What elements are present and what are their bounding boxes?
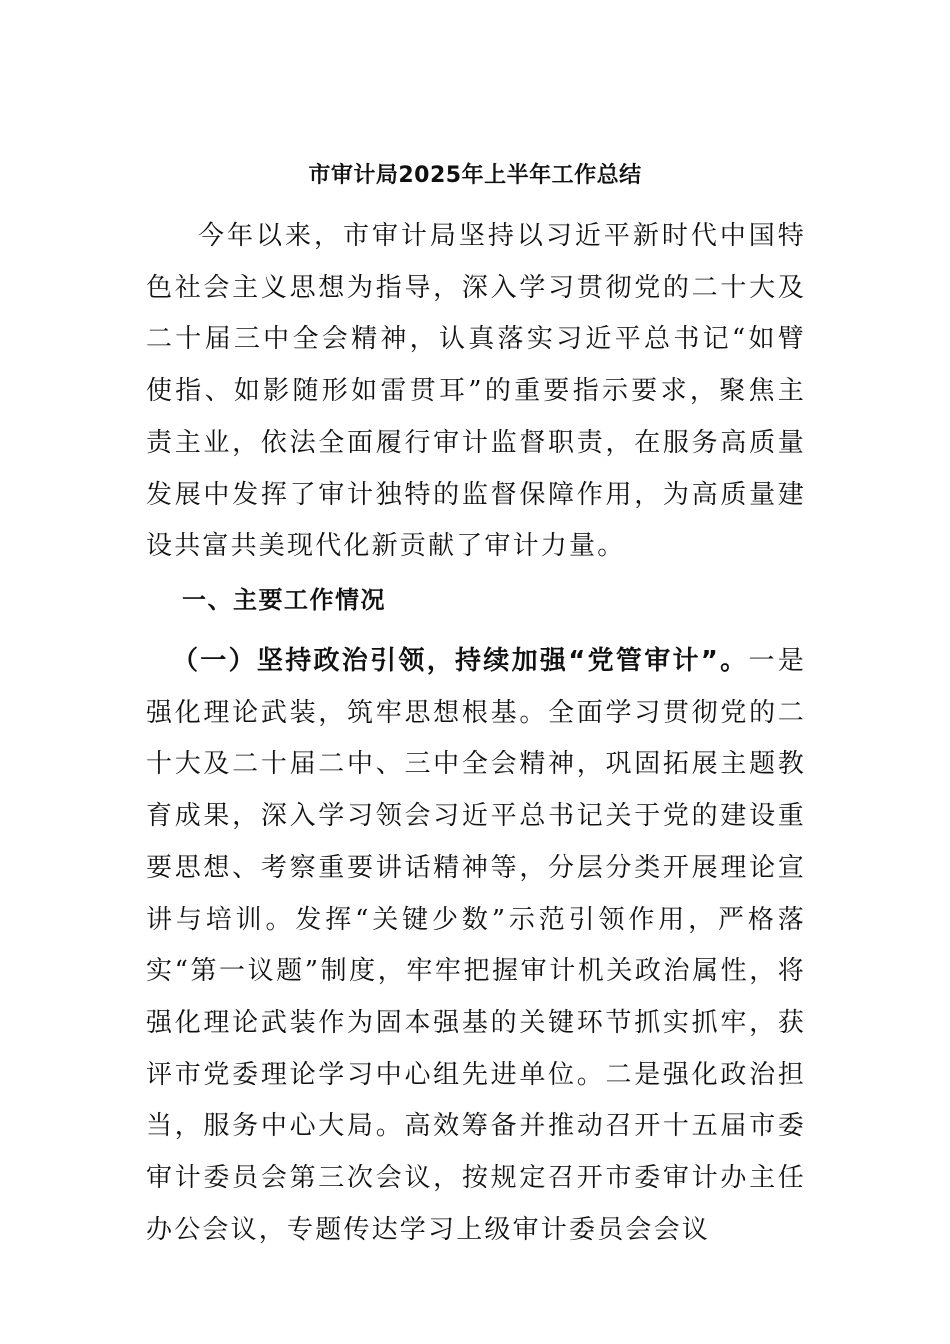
subsection-lead-heading: （一）坚持政治引领，持续加强“党管审计”。 [172, 646, 749, 676]
section-heading-main-work: 一、主要工作情况 [182, 586, 386, 614]
subsection-body-text: 一是强化理论武装，筑牢思想根基。全面学习贯彻党的二十大及二十届二中、三中全会精神，巩固拓展主题教育成果，深入学习领会习近平总书记关于党的建设重要思想、考察重要讲话精神等，分层分类开展理论宣讲与培训。发挥“关键少数”示范引领作用，严格落实“第一议题”制度，牢牢把握审计机关政治属性，将强化理论武装作为固本强基的关键环节抓实抓牢，获评市党委理论学习中心组先进单位。二是强化政治担当，服务中心大局。高效筹备并推动召开十五届市委审计委员会第三次会议，按规定召开市委审计办主任办公会议，专题传达学习上级审计委员会会议 [146, 646, 806, 1245]
document-title: 市审计局2025年上半年工作总结 [308, 163, 642, 188]
subsection-paragraph-political-leadership [146, 636, 806, 1245]
intro-paragraph: 今年以来，市审计局坚持以习近平新时代中国特色社会主义思想为指导，深入学习贯彻党的二十大及二十届三中全会精神，认真落实习近平总书记“如臂使指、如影随形如雷贯耳”的重要指示要求，聚焦主责主业，依法全面履行审计监督职责，在服务高质量发展中发挥了审计独特的监督保障作用，为高质量建设共富共美现代化新贡献了审计力量。 [146, 221, 806, 562]
